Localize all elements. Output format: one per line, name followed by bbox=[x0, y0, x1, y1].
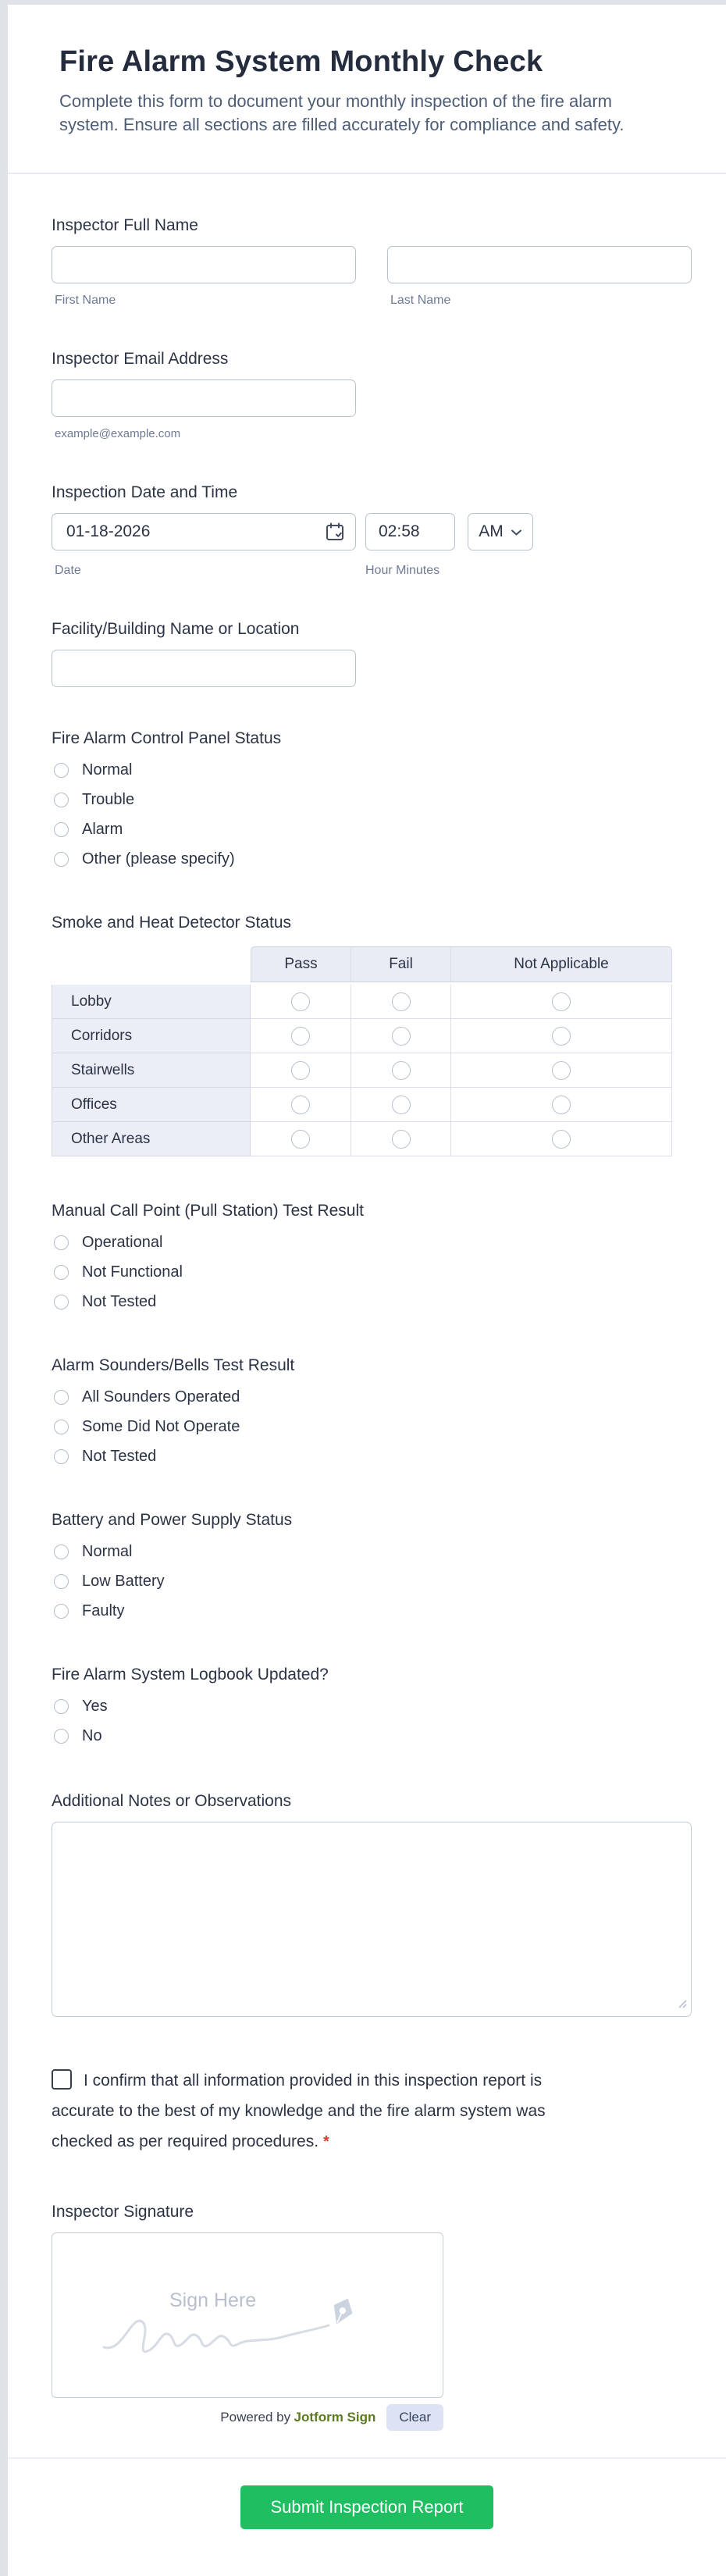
first-name-sublabel: First Name bbox=[55, 294, 116, 307]
radio-label: Some Did Not Operate bbox=[82, 1418, 240, 1435]
question-detector-matrix bbox=[52, 914, 692, 1156]
confirmation-checkbox[interactable] bbox=[52, 2069, 72, 2090]
radio-icon bbox=[291, 1061, 310, 1080]
radio-label: Not Tested bbox=[82, 1293, 157, 1310]
logbook-label: Fire Alarm System Logbook Updated? bbox=[52, 1666, 329, 1683]
confirmation-block bbox=[52, 2065, 598, 2157]
radio-icon bbox=[392, 1096, 411, 1114]
signature-footer bbox=[52, 2404, 443, 2431]
jotform-sign-brand: Jotform Sign bbox=[294, 2410, 376, 2425]
submit-button[interactable]: Submit Inspection Report bbox=[240, 2485, 493, 2529]
matrix-radio-cell[interactable] bbox=[351, 1088, 451, 1122]
radio-icon bbox=[54, 1265, 69, 1280]
radio-panel-normal[interactable] bbox=[52, 761, 692, 779]
detector-matrix-table bbox=[52, 946, 672, 1156]
radio-sounders-not-tested[interactable] bbox=[52, 1447, 692, 1466]
date-value: 01-18-2026 bbox=[66, 522, 151, 540]
radio-label: Trouble bbox=[82, 791, 135, 808]
matrix-radio-cell[interactable] bbox=[451, 1088, 672, 1122]
radio-icon bbox=[54, 1729, 69, 1744]
radio-callpoint-not-tested[interactable] bbox=[52, 1292, 692, 1311]
radio-battery-low[interactable] bbox=[52, 1572, 692, 1591]
last-name-input[interactable] bbox=[387, 246, 692, 283]
matrix-radio-cell[interactable] bbox=[451, 1053, 672, 1088]
matrix-row-label: Lobby bbox=[52, 985, 251, 1019]
signature-pad[interactable] bbox=[52, 2232, 443, 2398]
form-header bbox=[8, 5, 726, 173]
datetime-label: Inspection Date and Time bbox=[52, 483, 238, 501]
radio-icon bbox=[552, 1096, 571, 1114]
radio-icon bbox=[291, 1130, 310, 1149]
form-card bbox=[8, 5, 726, 2576]
detector-matrix-label: Smoke and Heat Detector Status bbox=[52, 914, 291, 932]
radio-icon bbox=[54, 1420, 69, 1434]
last-name-sublabel: Last Name bbox=[390, 294, 451, 307]
radio-icon bbox=[552, 1061, 571, 1080]
radio-label: Normal bbox=[82, 1543, 133, 1560]
panel-status-label: Fire Alarm Control Panel Status bbox=[52, 729, 282, 747]
radio-logbook-yes[interactable] bbox=[52, 1697, 692, 1716]
question-call-point bbox=[52, 1202, 692, 1311]
matrix-radio-cell[interactable] bbox=[251, 1019, 351, 1053]
matrix-radio-cell[interactable] bbox=[351, 1122, 451, 1156]
submit-area bbox=[8, 2459, 726, 2576]
email-input[interactable] bbox=[52, 379, 356, 417]
question-facility bbox=[52, 620, 692, 687]
clear-signature-button[interactable]: Clear bbox=[386, 2404, 443, 2431]
matrix-radio-cell[interactable] bbox=[451, 1122, 672, 1156]
matrix-radio-cell[interactable] bbox=[351, 1053, 451, 1088]
matrix-row-label: Corridors bbox=[52, 1019, 251, 1053]
radio-label: Normal bbox=[82, 761, 133, 779]
radio-callpoint-operational[interactable] bbox=[52, 1233, 692, 1252]
question-sounders bbox=[52, 1356, 692, 1466]
radio-battery-normal[interactable] bbox=[52, 1542, 692, 1561]
matrix-radio-cell[interactable] bbox=[251, 1088, 351, 1122]
confirmation-text: I confirm that all information provided in this inspection report is accurate to the best of my knowledge and the fire alarm system was checked as per required procedures. bbox=[52, 2072, 546, 2150]
radio-icon bbox=[54, 763, 69, 778]
question-panel-status bbox=[52, 729, 692, 868]
first-name-input[interactable] bbox=[52, 246, 356, 283]
question-email bbox=[52, 350, 692, 441]
radio-label: Operational bbox=[82, 1234, 163, 1251]
matrix-row-label: Other Areas bbox=[52, 1122, 251, 1156]
email-label: Inspector Email Address bbox=[52, 350, 229, 368]
signature-squiggle-graphic bbox=[101, 2299, 335, 2365]
pen-nib-icon bbox=[324, 2294, 360, 2334]
radio-label: No bbox=[82, 1727, 102, 1744]
radio-sounders-all[interactable] bbox=[52, 1388, 692, 1406]
call-point-label: Manual Call Point (Pull Station) Test Result bbox=[52, 1202, 364, 1220]
question-signature bbox=[52, 2203, 692, 2431]
radio-icon bbox=[291, 1096, 310, 1114]
question-datetime bbox=[52, 483, 692, 578]
email-sublabel: example@example.com bbox=[55, 427, 181, 440]
radio-icon bbox=[54, 793, 69, 807]
matrix-row-other-areas bbox=[52, 1122, 672, 1156]
meridiem-select[interactable] bbox=[468, 513, 533, 550]
notes-textarea[interactable] bbox=[52, 1822, 692, 2017]
form-body bbox=[8, 174, 726, 2431]
matrix-radio-cell[interactable] bbox=[251, 985, 351, 1019]
question-logbook bbox=[52, 1666, 692, 1745]
question-battery bbox=[52, 1511, 692, 1620]
radio-icon bbox=[54, 1545, 69, 1559]
radio-icon bbox=[392, 1027, 411, 1046]
radio-sounders-some[interactable] bbox=[52, 1417, 692, 1436]
matrix-row-lobby bbox=[52, 985, 672, 1019]
radio-label: Faulty bbox=[82, 1602, 125, 1619]
time-input[interactable] bbox=[365, 513, 455, 550]
radio-icon bbox=[552, 992, 571, 1011]
matrix-row-corridors bbox=[52, 1019, 672, 1053]
radio-icon bbox=[54, 1235, 69, 1250]
date-sublabel: Date bbox=[55, 564, 81, 577]
question-notes bbox=[52, 1792, 692, 2017]
sounders-label: Alarm Sounders/Bells Test Result bbox=[52, 1356, 295, 1374]
time-sublabel: Hour Minutes bbox=[365, 564, 440, 577]
form-subtitle: Complete this form to document your monthly inspection of the fire alarm system. Ensure all sections are filled accurately for compliance and safety. bbox=[59, 91, 625, 134]
radio-icon bbox=[54, 1390, 69, 1405]
chevron-down-icon bbox=[511, 522, 522, 541]
matrix-radio-cell[interactable] bbox=[451, 1019, 672, 1053]
notes-label: Additional Notes or Observations bbox=[52, 1792, 291, 1810]
matrix-col-pass: Pass bbox=[251, 946, 351, 982]
matrix-col-na: Not Applicable bbox=[451, 946, 672, 982]
matrix-radio-cell[interactable] bbox=[351, 1019, 451, 1053]
radio-label: Not Tested bbox=[82, 1448, 157, 1465]
facility-input[interactable] bbox=[52, 650, 356, 687]
radio-callpoint-not-functional[interactable] bbox=[52, 1263, 692, 1281]
matrix-row-offices bbox=[52, 1088, 672, 1122]
radio-icon bbox=[552, 1027, 571, 1046]
required-asterisk: * bbox=[323, 2133, 329, 2150]
meridiem-value: AM bbox=[479, 522, 504, 540]
radio-icon bbox=[392, 1061, 411, 1080]
radio-panel-other[interactable] bbox=[52, 850, 692, 868]
radio-icon bbox=[54, 852, 69, 867]
matrix-radio-cell[interactable] bbox=[251, 1053, 351, 1088]
full-name-label: Inspector Full Name bbox=[52, 216, 198, 234]
radio-icon bbox=[291, 1027, 310, 1046]
radio-icon bbox=[392, 992, 411, 1011]
matrix-corner-cell bbox=[52, 946, 251, 982]
calendar-icon[interactable] bbox=[325, 522, 345, 546]
battery-label: Battery and Power Supply Status bbox=[52, 1511, 293, 1529]
radio-icon bbox=[392, 1130, 411, 1149]
matrix-radio-cell[interactable] bbox=[251, 1122, 351, 1156]
radio-label: All Sounders Operated bbox=[82, 1388, 240, 1406]
radio-icon bbox=[54, 1449, 69, 1464]
facility-label: Facility/Building Name or Location bbox=[52, 620, 300, 638]
matrix-radio-cell[interactable] bbox=[351, 985, 451, 1019]
matrix-row-label: Offices bbox=[52, 1088, 251, 1122]
page-title: Fire Alarm System Monthly Check bbox=[59, 45, 543, 78]
sign-here-placeholder: Sign Here bbox=[169, 2289, 257, 2311]
matrix-row-label: Stairwells bbox=[52, 1053, 251, 1088]
radio-icon bbox=[54, 822, 69, 837]
resize-handle-icon[interactable] bbox=[676, 1997, 687, 2012]
radio-label: Yes bbox=[82, 1698, 108, 1715]
signature-label: Inspector Signature bbox=[52, 2203, 194, 2221]
powered-by-text: Powered by bbox=[220, 2410, 291, 2425]
radio-label: Other (please specify) bbox=[82, 850, 235, 868]
matrix-radio-cell[interactable] bbox=[451, 985, 672, 1019]
radio-panel-alarm[interactable] bbox=[52, 820, 692, 839]
radio-label: Low Battery bbox=[82, 1573, 165, 1590]
question-full-name bbox=[52, 216, 692, 308]
radio-icon bbox=[552, 1130, 571, 1149]
radio-logbook-no[interactable] bbox=[52, 1726, 692, 1745]
radio-panel-trouble[interactable] bbox=[52, 790, 692, 809]
radio-label: Not Functional bbox=[82, 1263, 183, 1281]
time-value: 02:58 bbox=[379, 522, 420, 540]
radio-icon bbox=[54, 1699, 69, 1714]
radio-icon bbox=[54, 1604, 69, 1619]
radio-icon bbox=[291, 992, 310, 1011]
matrix-col-fail: Fail bbox=[351, 946, 451, 982]
radio-label: Alarm bbox=[82, 821, 123, 838]
date-input[interactable] bbox=[52, 513, 356, 550]
radio-icon bbox=[54, 1574, 69, 1589]
radio-icon bbox=[54, 1295, 69, 1309]
radio-battery-faulty[interactable] bbox=[52, 1602, 692, 1620]
matrix-row-stairwells bbox=[52, 1053, 672, 1088]
